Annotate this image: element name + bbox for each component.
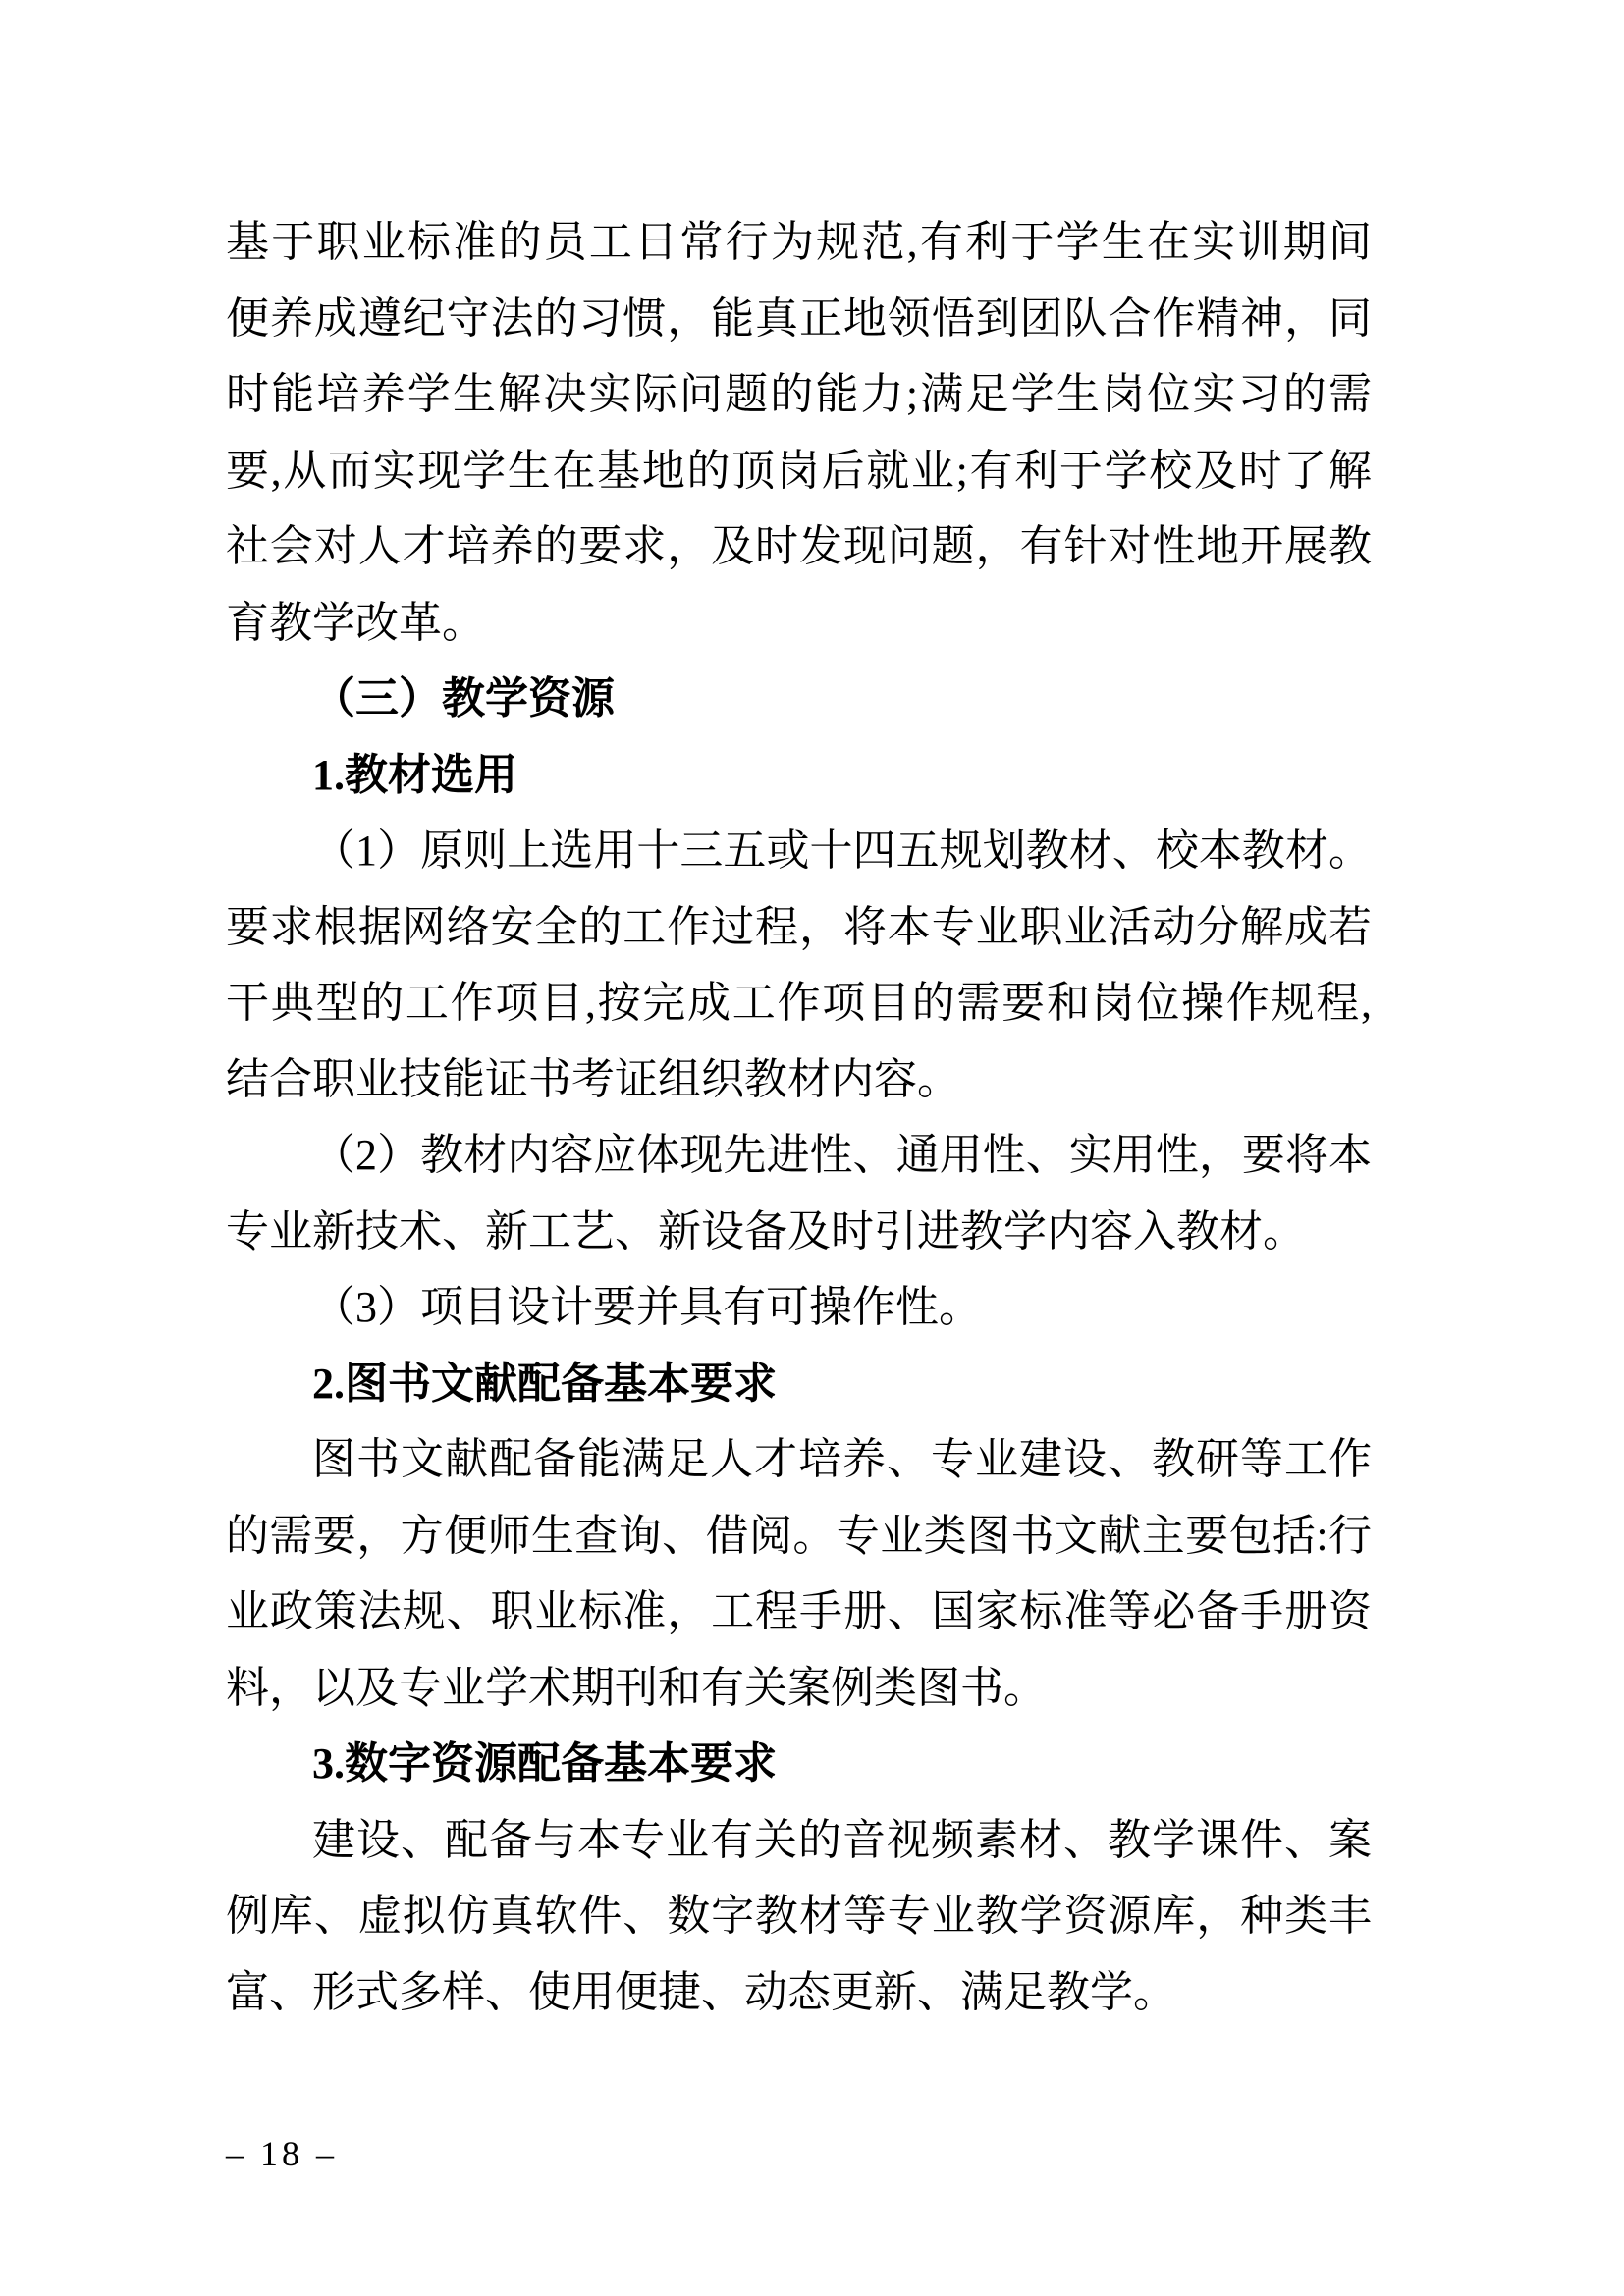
- text-line: （2）教材内容应体现先进性、通用性、实用性，要将本: [312, 1131, 1372, 1179]
- text-line: 的需要，方便师生查询、借阅。专业类图书文献主要包括:行: [226, 1511, 1372, 1560]
- text-line: 要,从而实现学生在基地的顶岗后就业;有利于学校及时了解: [226, 446, 1372, 495]
- text-line: 料，以及专业学术期刊和有关案例类图书。: [226, 1663, 1047, 1712]
- text-line: 便养成遵纪守法的习惯，能真正地领悟到团队合作精神，同: [226, 294, 1372, 343]
- text-line: 社会对人才培养的要求，及时发现问题，有针对性地开展教: [226, 522, 1372, 570]
- text-line: （1）原则上选用十三五或十四五规划教材、校本教材。: [312, 827, 1372, 875]
- document-body: [226, 204, 1372, 2030]
- text-line: 例库、虚拟仿真软件、数字教材等专业教学资源库，种类丰: [226, 1892, 1372, 1940]
- text-line: 结合职业技能证书考证组织教材内容。: [226, 1054, 960, 1103]
- page-footer: [226, 2132, 338, 2175]
- text-line: 要求根据网络安全的工作过程，将本专业职业活动分解成若: [226, 902, 1372, 951]
- text-line: 图书文献配备能满足人才培养、专业建设、教研等工作: [312, 1435, 1372, 1483]
- heading-line: 1.教材选用: [312, 750, 517, 799]
- text-line: 建设、配备与本专业有关的音视频素材、教学课件、案: [312, 1815, 1372, 1864]
- text-line: 育教学改革。: [226, 598, 485, 647]
- text-line: 基于职业标准的员工日常行为规范,有利于学生在实训期间: [226, 218, 1372, 266]
- text-line: 干典型的工作项目,按完成工作项目的需要和岗位操作规程,: [226, 979, 1372, 1027]
- heading-line: （三）教学资源: [312, 674, 615, 722]
- text-line: 专业新技术、新工艺、新设备及时引进教学内容入教材。: [226, 1206, 1306, 1255]
- text-line: 业政策法规、职业标准，工程手册、国家标准等必备手册资: [226, 1587, 1372, 1635]
- heading-line: 2.图书文献配备基本要求: [312, 1359, 777, 1408]
- page-number: – 18 –: [226, 2134, 338, 2173]
- heading-line: 3.数字资源配备基本要求: [312, 1739, 777, 1788]
- text-line: 富、形式多样、使用便捷、动态更新、满足教学。: [226, 1967, 1176, 2016]
- text-line: （3）项目设计要并具有可操作性。: [312, 1283, 982, 1331]
- text-line: 时能培养学生解决实际问题的能力;满足学生岗位实习的需: [226, 370, 1372, 418]
